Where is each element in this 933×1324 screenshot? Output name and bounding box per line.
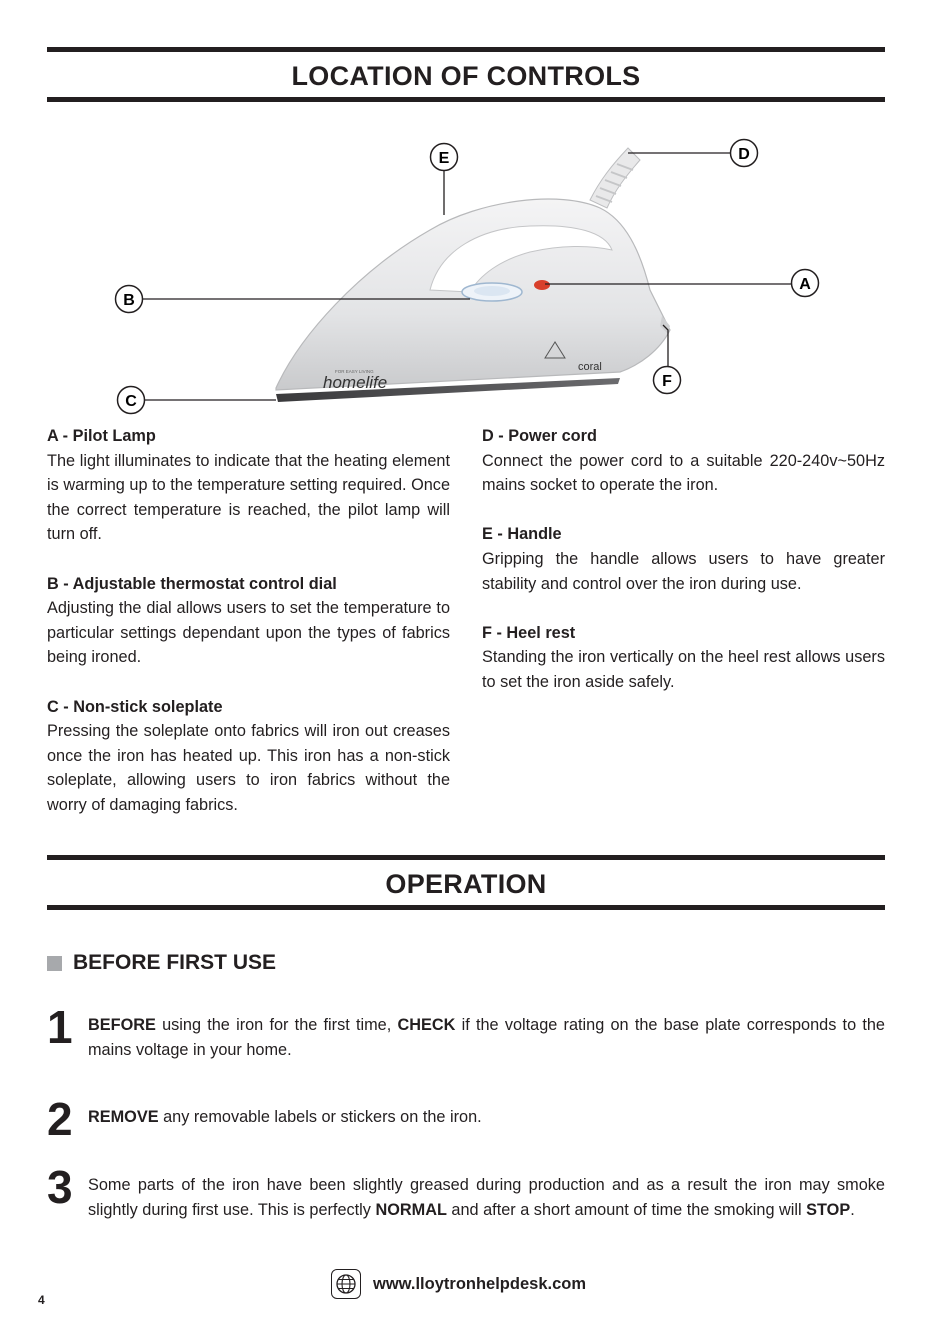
control-title: E - Handle: [482, 525, 562, 544]
control-c: [47, 695, 450, 818]
control-title: F - Heel rest: [482, 623, 576, 642]
step-number: 1: [47, 1001, 73, 1053]
control-description: Connect the power cord to a suitable 220-240v~50Hz mains socket to operate the iron.: [482, 451, 885, 495]
step-text: REMOVE any removable labels or stickers on the iron.: [88, 1108, 482, 1126]
svg-text:B: B: [123, 292, 135, 309]
step-number: 2: [47, 1093, 73, 1145]
control-a: [47, 424, 450, 547]
model-name: coral: [578, 361, 602, 373]
callout-a: [792, 270, 819, 297]
control-description: Pressing the soleplate onto fabrics will iron out creases once the iron has heated up. This iron has a non-stick soleplate, allowing users to iron fabrics without the worry of damaging fabrics.: [47, 722, 450, 814]
svg-text:E: E: [438, 150, 450, 167]
before-first-use-heading: [47, 951, 276, 975]
bullet-square-icon: [47, 956, 62, 971]
iron-diagram: [0, 120, 933, 420]
control-title: D - Power cord: [482, 427, 597, 445]
globe-icon: [331, 1269, 361, 1299]
callout-d: [731, 140, 758, 167]
helpdesk-link[interactable]: www.lloytronhelpdesk.com: [373, 1274, 587, 1293]
control-f: [482, 621, 885, 695]
control-description: The light illuminates to indicate that the heating element is warming up to the temperature setting required. Once the correct temperature is reached, the pilot lamp will turn off.: [47, 451, 450, 544]
svg-text:F: F: [662, 373, 672, 390]
control-e: [482, 522, 885, 596]
controls-right-column: [482, 424, 885, 719]
svg-text:A: A: [799, 276, 811, 293]
callout-f: [654, 367, 681, 394]
title-underline: [47, 97, 885, 102]
step-number: 3: [47, 1161, 73, 1213]
control-title: B - Adjustable thermostat control dial: [47, 574, 337, 593]
footer: [331, 1269, 586, 1299]
control-description: Standing the iron vertically on the heel rest allows users to set the iron aside safely.: [482, 648, 885, 691]
control-description: Adjusting the dial allows users to set the temperature to particular settings dependant upon the types of fabrics being ironed.: [47, 599, 450, 667]
control-description: Gripping the handle allows users to have greater stability and control over the iron during use.: [482, 549, 885, 593]
top-rule: [47, 47, 885, 52]
step-text: BEFORE using the iron for the first time, CHECK if the voltage rating on the base plate corresponds to the mains voltage in your home.: [88, 1016, 885, 1059]
controls-left-column: [47, 424, 450, 842]
control-b: [47, 572, 450, 670]
operation-top-rule: [47, 855, 885, 860]
callout-e: [431, 144, 458, 171]
step-text: Some parts of the iron have been slightly greased during production and as a result the iron may smoke slightly during first use. This is perfectly NORMAL and after a short amount of time the smoking will STOP.: [88, 1176, 885, 1219]
control-title: A - Pilot Lamp: [47, 427, 156, 445]
svg-text:C: C: [125, 393, 137, 410]
page-title: LOCATION OF CONTROLS: [291, 61, 641, 91]
power-cord: [590, 148, 640, 208]
operation-underline: [47, 905, 885, 910]
subheading-text: BEFORE FIRST USE: [73, 951, 277, 974]
operation-title: OPERATION: [385, 869, 547, 899]
page-number: 4: [38, 1293, 45, 1307]
pilot-lamp: [534, 280, 550, 290]
callout-b: [116, 286, 143, 313]
svg-text:D: D: [738, 146, 750, 163]
control-title: C - Non-stick soleplate: [47, 697, 223, 716]
callout-c: [118, 387, 145, 414]
brand-tagline: FOR EASY LIVING: [335, 369, 374, 374]
control-d: [482, 424, 885, 498]
brand-logo: homelife: [323, 373, 388, 392]
